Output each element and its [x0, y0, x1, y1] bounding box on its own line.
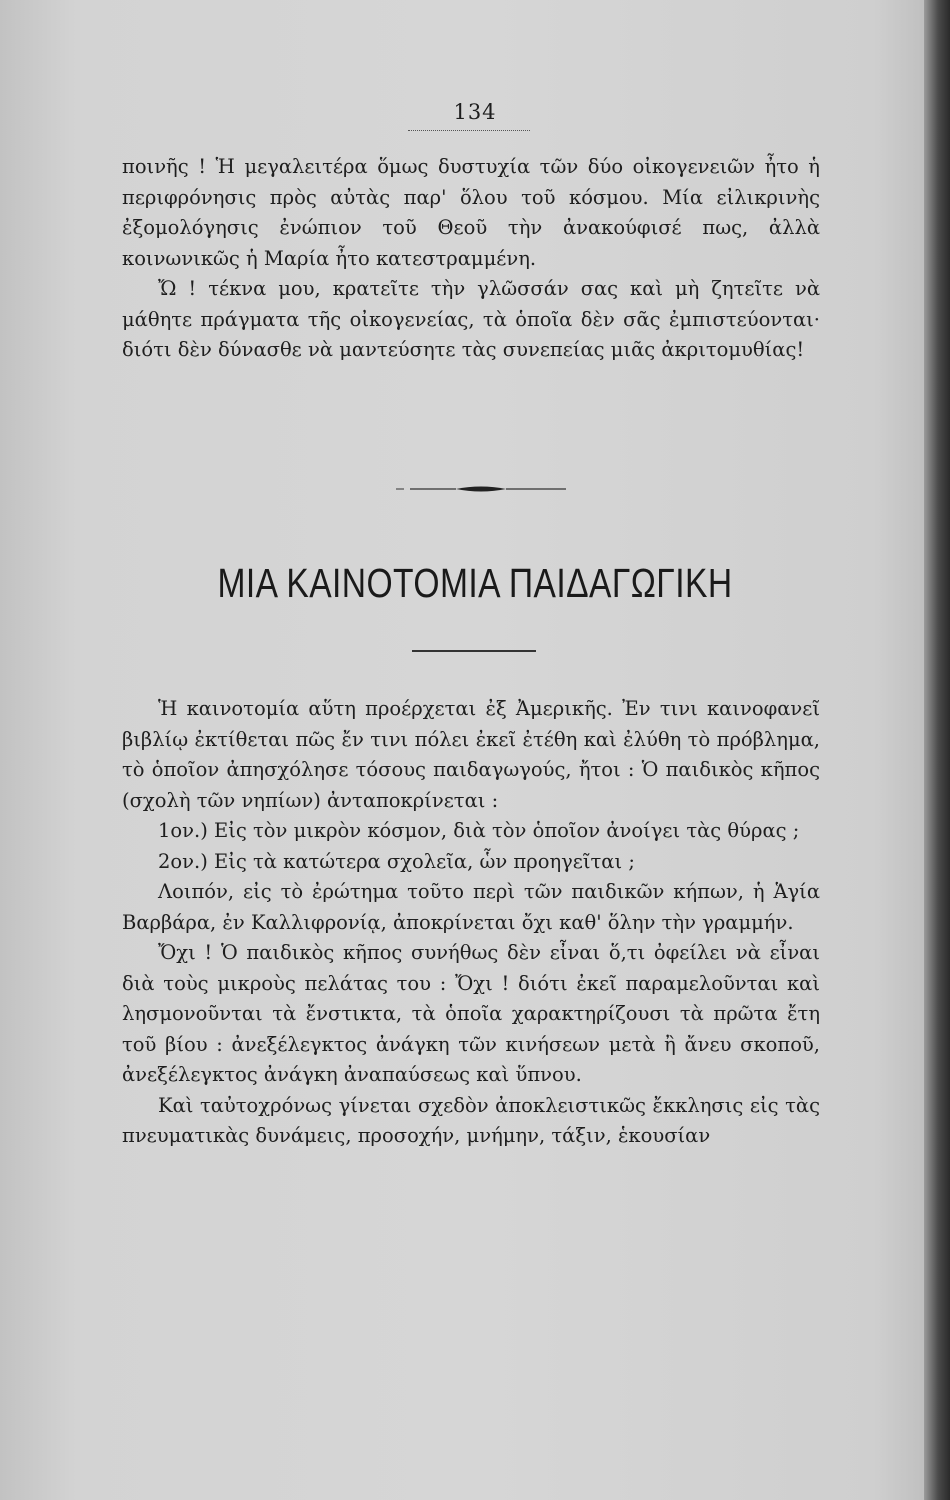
paragraph: 2ον.) Εἰς τὰ κατώτερα σχολεῖα, ὧν προηγεῖται ;: [158, 849, 635, 873]
article-title: ΜΙΑ ΚΑΙΝΟΤΟΜΙΑ ΠΑΙΔΑΓΩΓΙΚΗ: [217, 560, 733, 606]
paragraph: Ὄχι ! Ὁ παιδικὸς κῆπος συνήθως δὲν εἶναι ὅ,τι ὀφείλει νὰ εἶναι διὰ τοὺς μικροὺς πελάτας του : Ὄχι ! διότι ἐκεῖ παραμελοῦνται καὶ λησμονοῦνται τὰ ἔνστικτα, τὰ ὁποῖα χαρακτηρίζουσι τὰ πρῶτα ἔτη τοῦ βίου : ἀνεξέλεγκτος ἀνάγκη τῶν κινήσεων μετὰ ἢ ἄνευ σκοποῦ, ἀνεξέλεγκτος ἀνάγκη ἀναπαύσεως καὶ ὕπνου.: [122, 941, 820, 1086]
paragraph: 1ον.) Εἰς τὸν μικρὸν κόσμον, διὰ τὸν ὁποῖον ἀνοίγει τὰς θύρας ;: [158, 819, 800, 842]
previous-article-ending: [122, 152, 820, 366]
page-number: 134: [453, 100, 497, 124]
paragraph: Ὤ ! τέκνα μου, κρατεῖτε τὴν γλῶσσάν σας καὶ μὴ ζητεῖτε νὰ μάθητε πράγματα τῆς οἰκογενείας, τὰ ὁποῖα δὲν σᾶς ἐμπιστεύονται· διότι δὲν δύνασθε νὰ μαντεύσητε τὰς συνεπείας μιᾶς ἀκριτομυθίας!: [122, 277, 820, 361]
paragraph: Καὶ ταὐτοχρόνως γίνεται σχεδὸν ἀποκλειστικῶς ἔκκλησις εἰς τὰς πνευματικὰς δυνάμεις, προσοχήν, μνήμην, τάξιν, ἑκουσίαν: [122, 1093, 820, 1147]
page-binding-edge: [924, 0, 950, 1500]
article-body: [122, 694, 820, 1152]
page-number-rule: [408, 130, 530, 131]
title-underline-rule: [412, 650, 536, 652]
paragraph: Λοιπόν, εἰς τὸ ἐρώτημα τοῦτο περὶ τῶν παιδικῶν κήπων, ἡ Ἁγία Βαρβάρα, ἐν Καλλιφρονίᾳ, ἀποκρίνεται ὄχι καθ' ὅλην τὴν γραμμήν.: [122, 880, 820, 934]
paragraph: Ἡ καινοτομία αὕτη προέρχεται ἐξ Ἀμερικῆς. Ἐν τινι καινοφανεῖ βιβλίῳ ἐκτίθεται πῶς ἔν τινι πόλει ἐκεῖ ἐτέθη καὶ ἐλύθη τὸ πρόβλημα, τὸ ὁποῖον ἀπησχόλησε τόσους παιδαγωγούς, ἤτοι : Ὁ παιδικὸς κῆπος (σχολὴ τῶν νηπίων) ἀνταποκρίνεται :: [122, 697, 820, 812]
paragraph: ποινῆς ! Ἡ μεγαλειτέρα ὅμως δυστυχία τῶν δύο οἰκογενειῶν ἦτο ἡ περιφρόνησις πρὸς αὐτὰς παρ' ὅλου τοῦ κόσμου. Μία εἰλικρινὴς ἐξομολόγησις ἐνώπιον τοῦ Θεοῦ τὴν ἀνακούφισέ πως, ἀλλὰ κοινωνικῶς ἡ Μαρία ἦτο κατεστραμμένη.: [122, 155, 820, 270]
section-divider-ornament: [396, 484, 566, 494]
